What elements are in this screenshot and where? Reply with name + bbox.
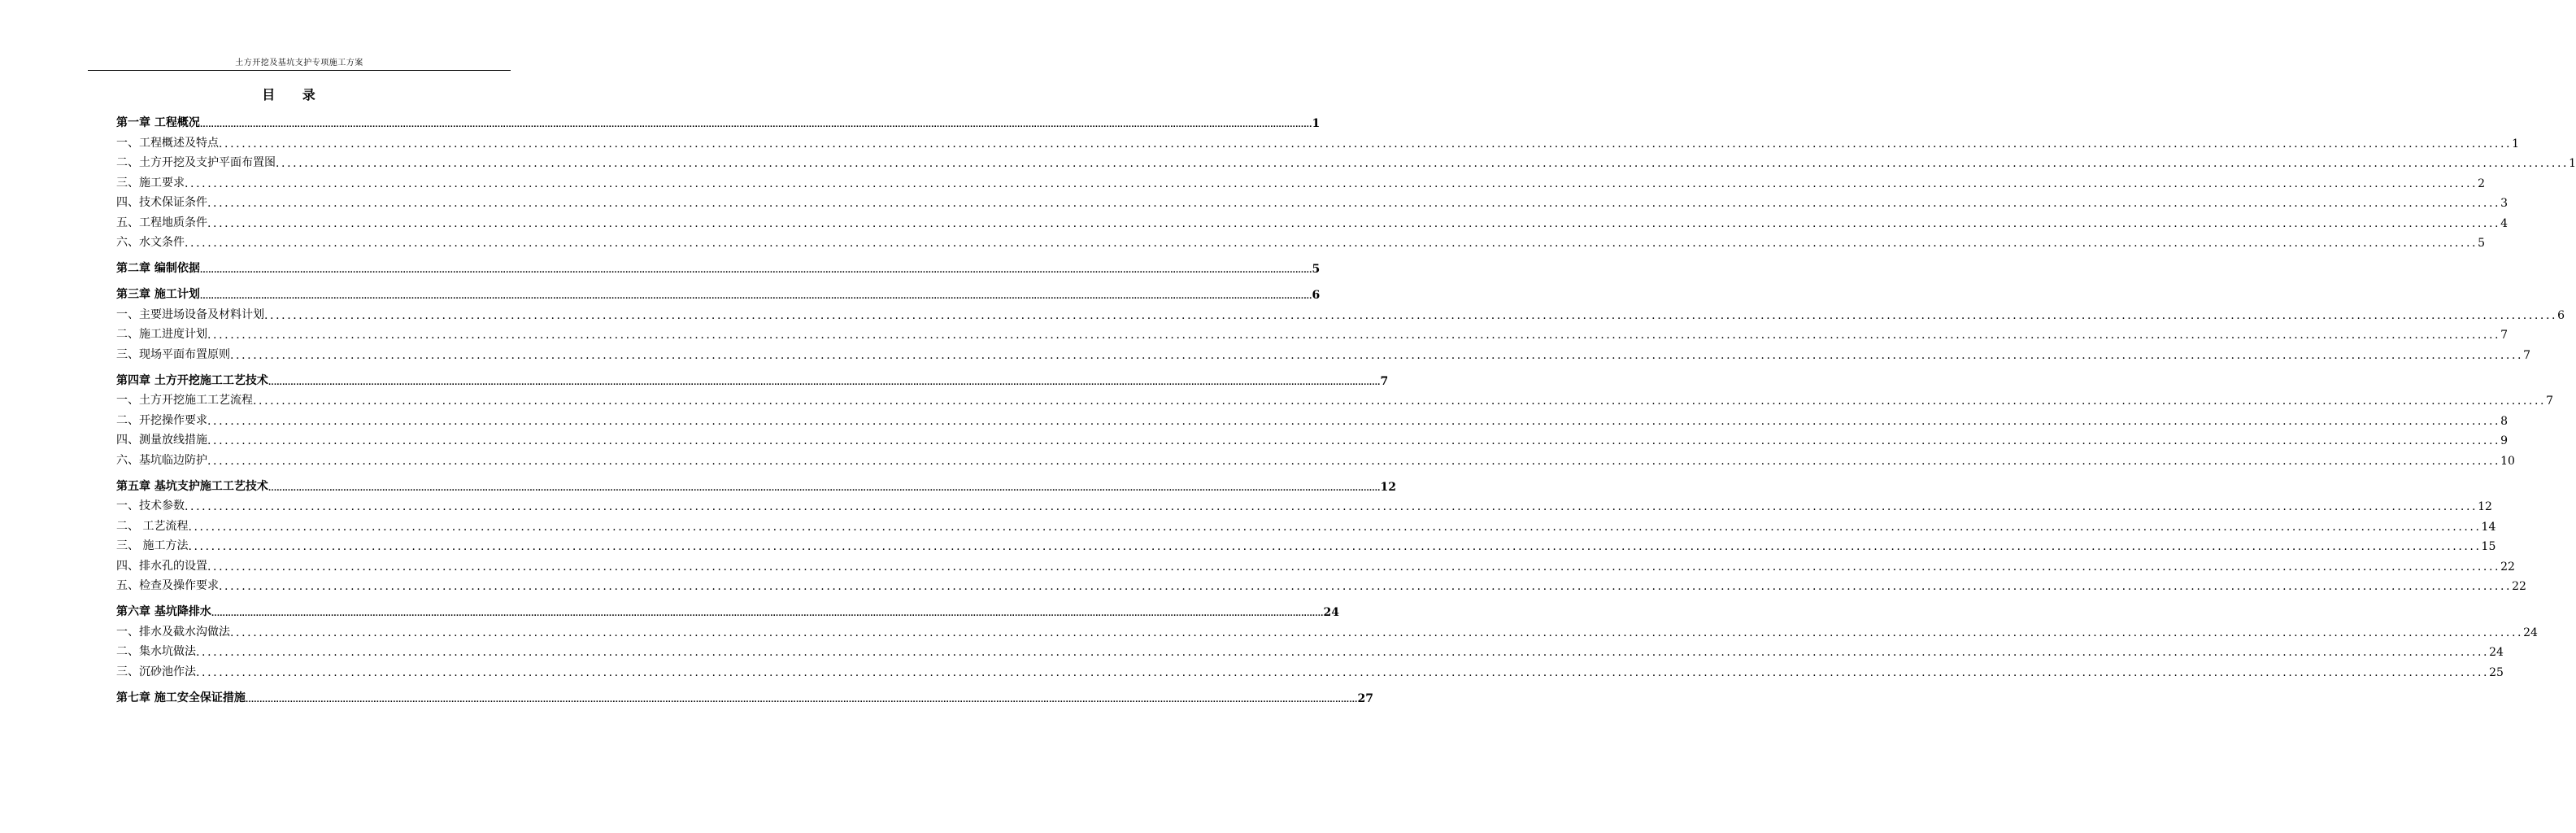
toc-entry-title: 一、工程概述及特点 bbox=[116, 136, 219, 150]
toc-section-entry[interactable] bbox=[116, 210, 2508, 230]
toc-page-number: 15 bbox=[2481, 540, 2496, 553]
toc-leader-dots: ................................................................................................................................................................................................................................................................................................................................................................................................................ bbox=[199, 121, 1312, 129]
toc-leader-dots: ................................................................................................................................................................................................................................................................................................................................................................................................................ bbox=[268, 378, 1381, 387]
toc-leader-dots: ................................................................................................................................................................................................................................................................................................................................................................................................................ bbox=[245, 696, 1358, 704]
toc-leader-dots: ................................................................................................................................................................................................................................................................................................................................................................................................................ bbox=[219, 137, 2513, 150]
toc-leader-dots: ................................................................................................................................................................................................................................................................................................................................................................................................................ bbox=[207, 414, 2501, 428]
toc-section-entry[interactable] bbox=[116, 574, 2526, 594]
toc-entry-title: 一、主要进场设备及材料计划 bbox=[116, 307, 264, 321]
toc-entry-title: 三、施工要求 bbox=[116, 176, 185, 190]
toc-page-number: 6 bbox=[1312, 289, 1321, 302]
toc-leader-dots: ................................................................................................................................................................................................................................................................................................................................................................................................................ bbox=[207, 560, 2501, 574]
toc-leader-dots: ................................................................................................................................................................................................................................................................................................................................................................................................................ bbox=[199, 267, 1312, 275]
page-header bbox=[88, 54, 511, 71]
toc-entry-title: 六、基坑临边防护 bbox=[116, 453, 207, 467]
toc-chapter-entry[interactable] bbox=[116, 687, 1373, 705]
toc-leader-dots: ................................................................................................................................................................................................................................................................................................................................................................................................................ bbox=[207, 434, 2501, 447]
toc-leader-dots: ................................................................................................................................................................................................................................................................................................................................................................................................................ bbox=[211, 610, 1324, 618]
toc-leader-dots: ................................................................................................................................................................................................................................................................................................................................................................................................................ bbox=[196, 665, 2490, 679]
toc-page-number: 22 bbox=[2500, 560, 2515, 574]
toc-section-entry[interactable] bbox=[116, 513, 2496, 534]
toc-page-number: 10 bbox=[2500, 454, 2515, 468]
toc-section-entry[interactable] bbox=[116, 170, 2485, 190]
toc-section-entry[interactable] bbox=[116, 447, 2515, 468]
toc-page-number: 12 bbox=[2478, 500, 2492, 513]
toc-page-number: 1 bbox=[2569, 157, 2576, 170]
toc-section-entry[interactable] bbox=[116, 659, 2504, 679]
toc-entry-title: 第六章 基坑降排水 bbox=[116, 605, 211, 618]
toc-entry-title: 二、集水坑做法 bbox=[116, 645, 196, 658]
toc-page-number: 8 bbox=[2500, 414, 2508, 428]
toc-leader-dots: ................................................................................................................................................................................................................................................................................................................................................................................................................ bbox=[230, 348, 2524, 362]
toc-entry-title: 四、排水孔的设置 bbox=[116, 559, 207, 573]
toc-page-number: 25 bbox=[2489, 665, 2504, 679]
toc-page-number: 14 bbox=[2481, 520, 2496, 534]
toc-entry-title: 二、施工进度计划 bbox=[116, 328, 207, 341]
toc-page-number: 22 bbox=[2512, 580, 2526, 593]
toc-page-number: 1 bbox=[2512, 137, 2519, 150]
toc-page-number: 24 bbox=[1323, 606, 1339, 619]
toc-section-entry[interactable] bbox=[116, 190, 2508, 211]
toc-entry-title: 一、排水及截水沟做法 bbox=[116, 625, 230, 639]
toc-chapter-entry[interactable] bbox=[116, 476, 1396, 494]
toc-section-entry[interactable] bbox=[116, 230, 2485, 251]
toc-page-number: 5 bbox=[2478, 237, 2485, 250]
toc-section-entry[interactable] bbox=[116, 619, 2538, 639]
toc-page-number: 27 bbox=[1357, 691, 1373, 705]
toc-leader-dots: ................................................................................................................................................................................................................................................................................................................................................................................................................ bbox=[188, 540, 2482, 553]
toc-entry-title: 第一章 工程概况 bbox=[116, 116, 200, 129]
toc-chapter-entry[interactable] bbox=[116, 370, 1389, 388]
toc-section-entry[interactable] bbox=[116, 130, 2519, 150]
toc-section-entry[interactable] bbox=[116, 342, 2530, 362]
toc-section-entry[interactable] bbox=[116, 534, 2496, 554]
toc-leader-dots: ................................................................................................................................................................................................................................................................................................................................................................................................................ bbox=[185, 177, 2478, 190]
toc-leader-dots: ................................................................................................................................................................................................................................................................................................................................................................................................................ bbox=[207, 329, 2501, 342]
table-of-contents bbox=[116, 112, 2576, 705]
toc-section-entry[interactable] bbox=[116, 428, 2508, 448]
toc-entry-title: 第二章 编制依据 bbox=[116, 262, 200, 275]
toc-entry-title: 二、土方开挖及支护平面布置图 bbox=[116, 156, 276, 169]
toc-section-entry[interactable] bbox=[116, 150, 2576, 171]
toc-leader-dots: ................................................................................................................................................................................................................................................................................................................................................................................................................ bbox=[264, 308, 2558, 322]
toc-entry-title: 第三章 施工计划 bbox=[116, 288, 200, 301]
toc-entry-title: 六、水文条件 bbox=[116, 236, 185, 249]
toc-leader-dots: ................................................................................................................................................................................................................................................................................................................................................................................................................ bbox=[207, 197, 2501, 210]
toc-page-number: 5 bbox=[1312, 263, 1321, 276]
toc-entry-title: 三、沉砂池作法 bbox=[116, 665, 196, 678]
toc-page-number: 9 bbox=[2500, 434, 2508, 447]
toc-leader-dots: ................................................................................................................................................................................................................................................................................................................................................................................................................ bbox=[268, 484, 1381, 493]
toc-leader-dots: ................................................................................................................................................................................................................................................................................................................................................................................................................ bbox=[185, 237, 2478, 250]
toc-leader-dots: ................................................................................................................................................................................................................................................................................................................................................................................................................ bbox=[230, 626, 2524, 639]
toc-page-number: 7 bbox=[2523, 348, 2530, 362]
toc-entry-title: 二、 工艺流程 bbox=[116, 519, 189, 533]
toc-title: 目 录 bbox=[262, 87, 327, 102]
toc-section-entry[interactable] bbox=[116, 302, 2565, 322]
toc-section-entry[interactable] bbox=[116, 388, 2553, 408]
toc-entry-title: 二、开挖操作要求 bbox=[116, 413, 207, 427]
toc-chapter-entry[interactable] bbox=[116, 284, 1321, 302]
toc-leader-dots: ................................................................................................................................................................................................................................................................................................................................................................................................................ bbox=[199, 293, 1312, 301]
toc-section-entry[interactable] bbox=[116, 494, 2492, 514]
toc-entry-title: 一、技术参数 bbox=[116, 499, 185, 512]
toc-page-number: 6 bbox=[2557, 308, 2565, 322]
toc-entry-title: 三、现场平面布置原则 bbox=[116, 347, 230, 361]
toc-page-number: 24 bbox=[2523, 626, 2538, 639]
toc-leader-dots: ................................................................................................................................................................................................................................................................................................................................................................................................................ bbox=[219, 580, 2513, 593]
toc-leader-dots: ................................................................................................................................................................................................................................................................................................................................................................................................................ bbox=[253, 395, 2547, 408]
toc-section-entry[interactable] bbox=[116, 553, 2515, 574]
toc-chapter-entry[interactable] bbox=[116, 258, 1321, 276]
header-title: 土方开挖及基坑支护专项施工方案 bbox=[235, 59, 363, 68]
toc-page-number: 7 bbox=[2546, 395, 2553, 408]
toc-entry-title: 四、测量放线措施 bbox=[116, 434, 207, 447]
toc-chapter-entry[interactable] bbox=[116, 112, 1321, 130]
toc-page-number: 4 bbox=[2500, 216, 2508, 230]
toc-section-entry[interactable] bbox=[116, 322, 2508, 342]
toc-page-number: 7 bbox=[2500, 329, 2508, 342]
toc-leader-dots: ................................................................................................................................................................................................................................................................................................................................................................................................................ bbox=[207, 216, 2501, 230]
toc-entry-title: 第五章 基坑支护施工工艺技术 bbox=[116, 479, 268, 493]
toc-entry-title: 四、技术保证条件 bbox=[116, 196, 207, 209]
toc-section-entry[interactable] bbox=[116, 408, 2508, 428]
toc-section-entry[interactable] bbox=[116, 639, 2504, 660]
toc-entry-title: 第七章 施工安全保证措施 bbox=[116, 691, 246, 704]
toc-page-number: 7 bbox=[1380, 374, 1389, 388]
toc-page-number: 1 bbox=[1312, 117, 1321, 130]
toc-chapter-entry[interactable] bbox=[116, 601, 1339, 619]
toc-page-number: 3 bbox=[2500, 197, 2508, 210]
toc-leader-dots: ................................................................................................................................................................................................................................................................................................................................................................................................................ bbox=[185, 500, 2478, 513]
toc-leader-dots: ................................................................................................................................................................................................................................................................................................................................................................................................................ bbox=[196, 646, 2490, 659]
toc-leader-dots: ................................................................................................................................................................................................................................................................................................................................................................................................................ bbox=[207, 454, 2501, 468]
toc-page-number: 12 bbox=[1380, 480, 1396, 494]
toc-entry-title: 五、工程地质条件 bbox=[116, 216, 207, 229]
toc-entry-title: 三、 施工方法 bbox=[116, 539, 189, 552]
toc-entry-title: 一、土方开挖施工工艺流程 bbox=[116, 394, 253, 407]
toc-page-number: 2 bbox=[2478, 177, 2485, 190]
toc-entry-title: 第四章 土方开挖施工工艺技术 bbox=[116, 373, 268, 387]
toc-entry-title: 五、检查及操作要求 bbox=[116, 579, 219, 592]
toc-leader-dots: ................................................................................................................................................................................................................................................................................................................................................................................................................ bbox=[276, 157, 2569, 170]
toc-page-number: 24 bbox=[2489, 646, 2504, 659]
toc-leader-dots: ................................................................................................................................................................................................................................................................................................................................................................................................................ bbox=[188, 520, 2482, 534]
